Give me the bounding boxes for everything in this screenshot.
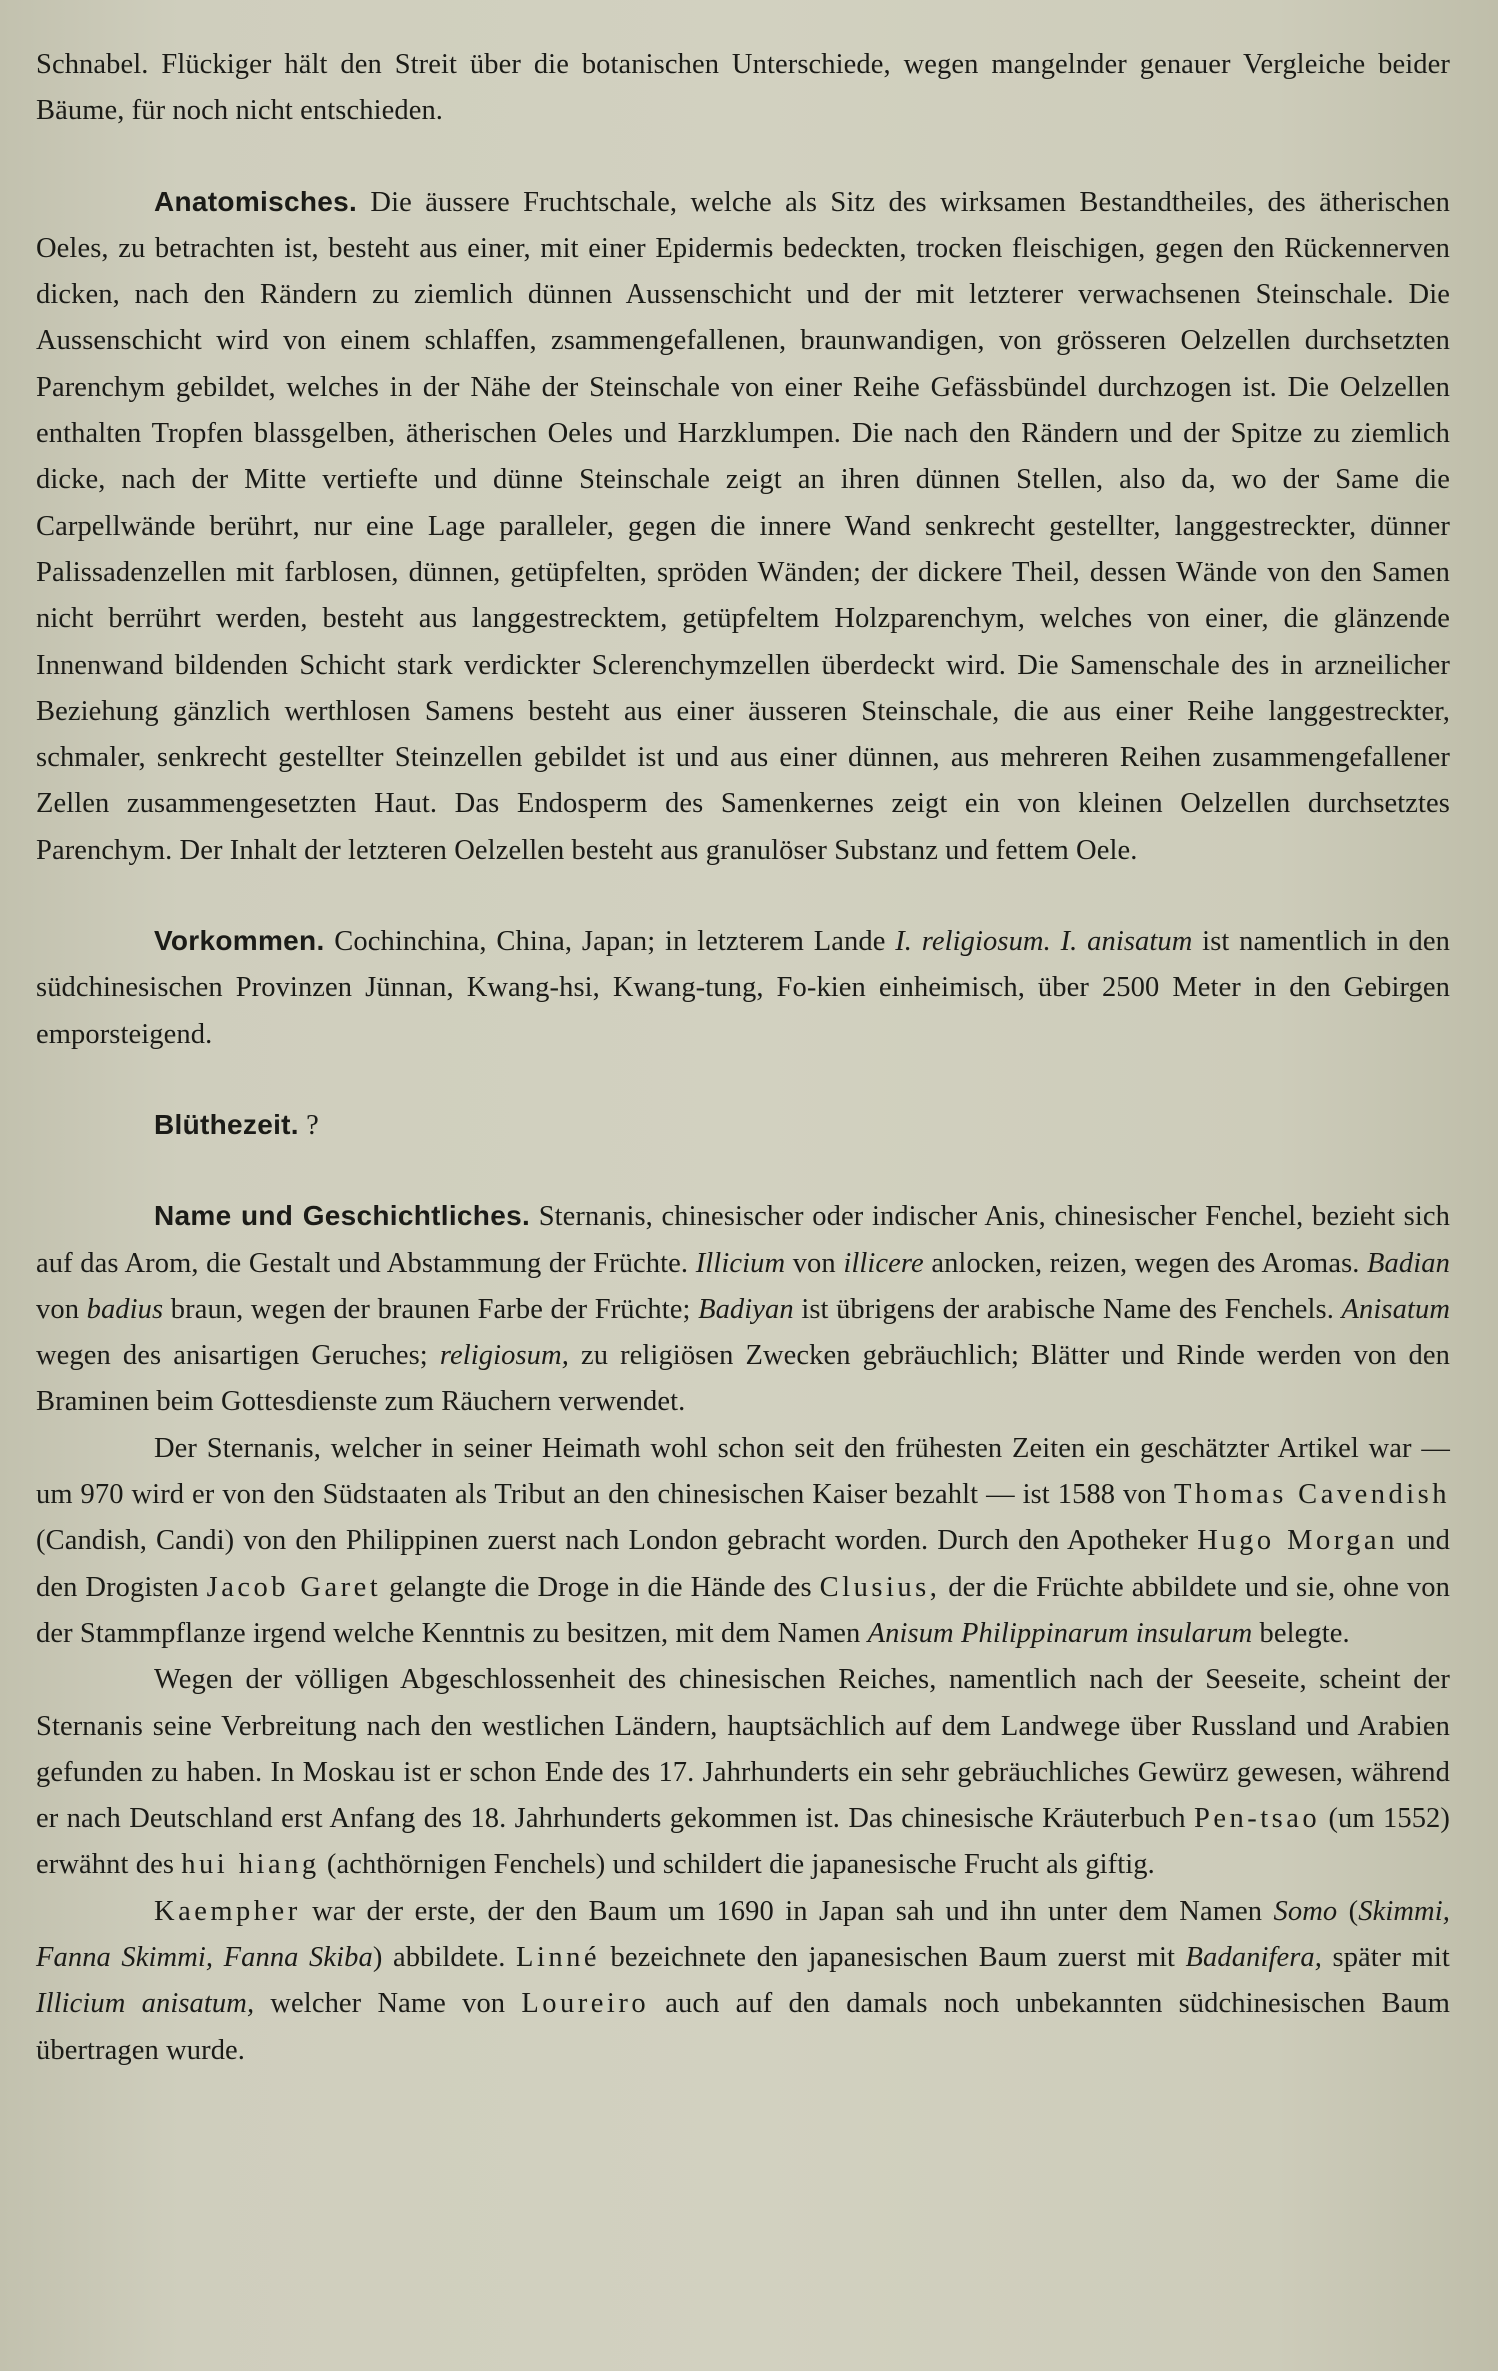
history-p3-text: (um 1552) erwähnt des bbox=[36, 1803, 1450, 1881]
history-p1-italic: religiosum, bbox=[439, 1340, 569, 1372]
history-p2-text: der die Früchte abbildete und sie, ohne von der Stammpflanze irgend welche Kenntnis zu besitzen, mit dem Namen bbox=[36, 1571, 1450, 1649]
person-name: Hugo Morgan bbox=[1197, 1525, 1398, 1557]
history-p1-text: Sternanis, chinesischer oder indischer Anis, chinesischer Fenchel, bezieht sich auf das Arom, die Gestalt und Abstammung der Früchte. bbox=[36, 1201, 1450, 1279]
anatomy-section bbox=[36, 179, 1450, 874]
history-p2-text: (Candish, Candi) von den Philippinen zuerst nach London gebracht worden. Durch den Apotheker bbox=[36, 1525, 1189, 1557]
intro-paragraph: Schnabel. Flückiger hält den Streit über die botanischen Unterschiede, wegen mangelnder genauer Vergleiche beider Bäume, für noch nicht entschieden. bbox=[36, 49, 1450, 127]
person-name: Loureiro bbox=[521, 1988, 650, 2020]
history-p1-text: zu religiösen Zwecken gebräuchlich; Blätter und Rinde werden von den Braminen beim Gottesdienste zum Räuchern verwendet. bbox=[36, 1340, 1450, 1418]
history-p2-text: Der Sternanis, welcher in seiner Heimath wohl schon seit den frühesten Zeiten ein geschätzter Artikel war — um 970 wird er von den Südstaaten als Tribut an den chinesischen Kaiser bezahlt — ist 1588 von bbox=[36, 1432, 1450, 1511]
history-p1-text: wegen des anisartigen Geruches; bbox=[36, 1340, 428, 1372]
history-p4-text: auch auf den damals noch unbekannten südchinesischen Baum übertragen wurde. bbox=[36, 1988, 1450, 2066]
anatomy-paragraph bbox=[36, 179, 1450, 874]
history-p2-text: gelangte die Droge in die Hände des bbox=[389, 1571, 812, 1603]
history-p1-text: ist übrigens der arabische Name des Fenchels. bbox=[801, 1293, 1334, 1325]
occurrence-paragraph bbox=[36, 918, 1450, 1058]
occurrence-italic-a: I. religiosum. bbox=[895, 926, 1051, 958]
history-p3-text: (achthörnigen Fenchels) und schildert die japanesische Frucht als giftig. bbox=[326, 1849, 1155, 1881]
flowering-paragraph bbox=[36, 1102, 1450, 1149]
history-heading: Name und Geschichtliches. bbox=[154, 1200, 531, 1232]
history-p4-text: ( bbox=[1348, 1895, 1359, 1927]
history-p4-text: später mit bbox=[1332, 1941, 1450, 1973]
history-paragraph-4 bbox=[36, 1889, 1450, 2074]
occurrence-text-b: ist namentlich in den südchinesischen Provinzen Jünnan, Kwang-hsi, Kwang-tung, Fo-kien einheimisch, über 2500 Meter in den Gebirgen emporsteigend. bbox=[36, 926, 1451, 1050]
flowering-heading: Blüthezeit. bbox=[154, 1108, 299, 1140]
person-name: Thomas Cavendish bbox=[1174, 1479, 1451, 1511]
history-paragraph-2 bbox=[36, 1426, 1450, 1657]
occurrence-italic-b: I. anisatum bbox=[1060, 926, 1193, 958]
history-p1-italic: Badiyan bbox=[698, 1293, 794, 1325]
book-title: Pen-tsao bbox=[1193, 1803, 1321, 1835]
history-p3-text: Wegen der völligen Abgeschlossenheit des chinesischen Reiches, namentlich nach der Seeseite, scheint der Sternanis seine Verbreitung nach den westlichen Ländern, hauptsächlich auf dem Landwege über Russland und Arabien gefunden zu haben. In Moskau ist er schon Ende des 17. Jahrhunderts ein sehr gebräuchliches Gewürz gewesen, während er nach Deutschland erst Anfang des 18. Jahrhunderts gekommen ist. Das chinesische Kräuterbuch bbox=[36, 1664, 1450, 1835]
anatomy-heading: Anatomisches. bbox=[154, 185, 358, 217]
history-p4-italic: Badanifera, bbox=[1185, 1941, 1322, 1973]
person-name: Linné bbox=[516, 1941, 601, 1973]
history-p1-italic: illicere bbox=[843, 1247, 924, 1279]
history-p1-italic: Anisatum bbox=[1341, 1293, 1450, 1325]
history-p4-text: bezeichnete den japanesischen Baum zuerst mit bbox=[610, 1941, 1176, 1973]
history-p4-italic: Somo bbox=[1273, 1895, 1338, 1927]
history-p2-text: und den Drogisten bbox=[36, 1525, 1450, 1603]
history-p1-italic: badius bbox=[86, 1293, 164, 1325]
occurrence-heading: Vorkommen. bbox=[154, 925, 325, 957]
history-p4-text: war der erste, der den Baum um 1690 in Japan sah und ihn unter dem Namen bbox=[312, 1895, 1263, 1927]
person-name: Clusius, bbox=[819, 1571, 941, 1603]
person-name: Jacob Garet bbox=[206, 1571, 382, 1603]
person-name: Kaempher bbox=[154, 1895, 301, 1927]
anatomy-text: Die äussere Fruchtschale, welche als Sitz des wirksamen Bestandtheiles, des ätherischen Oeles, zu betrachten ist, besteht aus einer, mit einer Epidermis bedeckten, trocken fleischigen, gegen den Rückennerven dicken, nach den Rändern zu ziemlich dünnen Aussenschicht und der mit letzterer verwachsenen Steinschale. Die Aussenschicht wird von einem schlaffen, zsammengefallenen, braunwandigen, von grösseren Oelzellen durchsetzten Parenchym gebildet, welches in der Nähe der Steinschale von einer Reihe Gefässbündel durchzogen ist. Die Oelzellen enthalten Tropfen blassgelben, ätherischen Oeles und Harzklumpen. Die nach den Rändern und der Spitze zu ziemlich dicke, nach der Mitte vertiefte und dünne Steinschale zeigt an ihren dünnen Stellen, also da, wo der Same die Carpellwände berührt, nur eine Lage paralleler, gegen die innere Wand senkrecht gestellter, langgestreckter, dünner Palissadenzellen mit farblosen, dünnen, getüpfelten, spröden Wänden; der dickere Theil, dessen Wände von den Samen nicht berrührt werden, besteht aus langgestrecktem, getüpfeltem Holzparenchym, welches von einer, die glänzende Innenwand bildenden Schicht stark verdickter Sclerenchymzellen überdeckt wird. Die Samenschale des in arzneilicher Beziehung gänzlich werthlosen Samens besteht aus einer äusseren Steinschale, die aus einer Reihe langgestreckter, schmaler, senkrecht gestellter Steinzellen gebildet ist und aus einer dünnen, aus mehreren Reihen zusammengefallener Zellen zusammengesetzten Haut. Das Endosperm des Samenkernes zeigt ein von kleinen Oelzellen durchsetztes Parenchym. Der Inhalt der letzteren Oelzellen besteht aus granulöser Substanz und fettem Oele. bbox=[36, 186, 1451, 866]
history-paragraph-3 bbox=[36, 1657, 1450, 1888]
history-paragraph-1 bbox=[36, 1193, 1450, 1425]
history-section bbox=[36, 1193, 1450, 2074]
history-p1-italic: Badian bbox=[1367, 1247, 1450, 1279]
history-p1-italic: Illicium bbox=[695, 1247, 786, 1279]
occurrence-section bbox=[36, 918, 1450, 1058]
flowering-text: ? bbox=[306, 1109, 319, 1141]
flowering-section bbox=[36, 1102, 1450, 1149]
history-p1-text: von bbox=[792, 1247, 836, 1279]
history-p4-italic: Illicium anisatum, bbox=[36, 1988, 255, 2020]
history-p4-text: ) abbildete. bbox=[372, 1941, 506, 1973]
intro-section bbox=[36, 42, 1450, 135]
history-p1-text: von bbox=[36, 1293, 80, 1325]
history-p1-text: braun, wegen der braunen Farbe der Früchte; bbox=[170, 1293, 691, 1325]
occurrence-text-a: Cochinchina, China, Japan; in letzterem Lande bbox=[334, 926, 886, 958]
history-p4-italic: Skimmi, Fanna Skimmi, Fanna Skiba bbox=[36, 1895, 1450, 1973]
history-p1-text: anlocken, reizen, wegen des Aromas. bbox=[931, 1247, 1360, 1279]
chinese-term: hui hiang bbox=[181, 1849, 320, 1881]
history-p2-text: belegte. bbox=[1259, 1617, 1350, 1649]
history-p4-text: welcher Name von bbox=[270, 1988, 506, 2020]
history-p2-italic: Anisum Philippinarum insularum bbox=[867, 1617, 1253, 1649]
